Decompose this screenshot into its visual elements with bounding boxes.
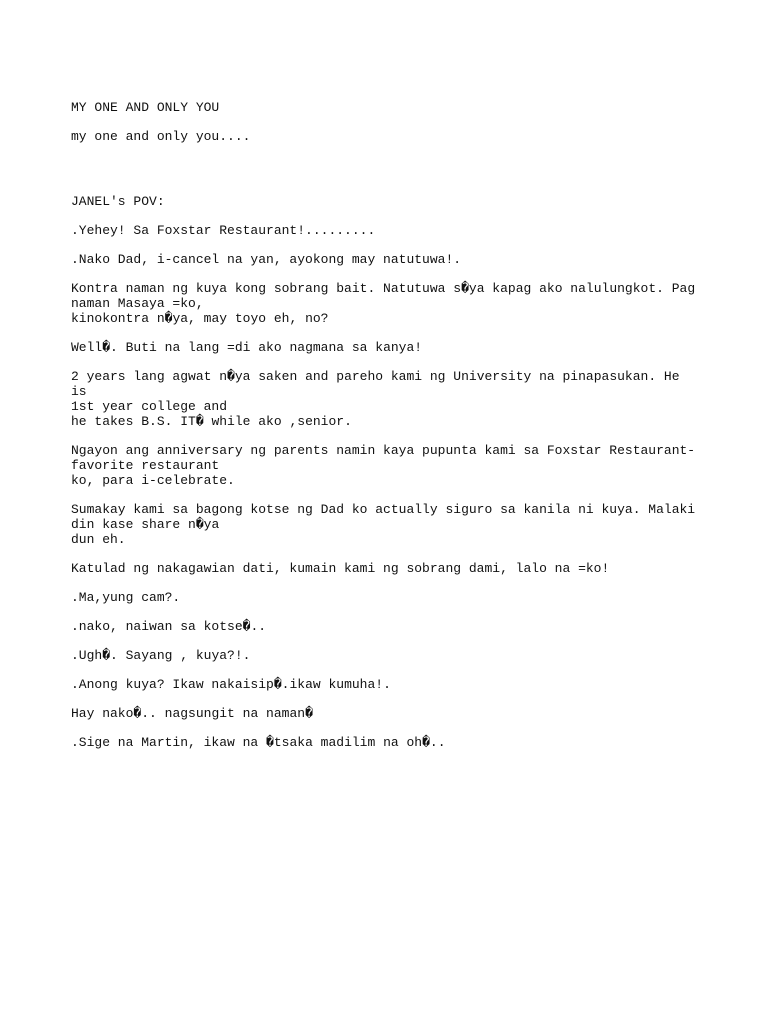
paragraph-line: Katulad ng nakagawian dati, kumain kami ng sobrang dami, lalo na =ko!: [71, 561, 610, 576]
story-body: [71, 223, 701, 750]
paragraph-line: he takes B.S. IT� while ako ,senior.: [71, 414, 352, 429]
story-paragraph: [71, 281, 701, 326]
pov-heading: JANEL's POV:: [71, 194, 165, 209]
paragraph-line: kinokontra n�ya, may toyo eh, no?: [71, 311, 329, 326]
story-paragraph: [71, 648, 701, 663]
paragraph-line: Well�. Buti na lang =di ako nagmana sa kanya!: [71, 340, 423, 355]
paragraph-line: Sumakay kami sa bagong kotse ng Dad ko actually siguro sa kanila ni kuya. Malaki: [71, 502, 696, 517]
story-paragraph: [71, 735, 701, 750]
paragraph-line: Hay nako�.. nagsungit na naman�: [71, 706, 313, 721]
paragraph-line: dun eh.: [71, 532, 126, 547]
story-paragraph: [71, 369, 701, 429]
paragraph-line: .Anong kuya? Ikaw nakaisip�.ikaw kumuha!.: [71, 677, 391, 692]
document-subtitle: my one and only you....: [71, 129, 251, 144]
story-paragraph: [71, 619, 701, 634]
paragraph-line: .Nako Dad, i-cancel na yan, ayokong may natutuwa!.: [71, 252, 462, 267]
paragraph-line: Kontra naman ng kuya kong sobrang bait. Natutuwa s�ya kapag ako nalulungkot. Pag: [71, 281, 696, 296]
paragraph-line: .Sige na Martin, ikaw na �tsaka madilim na oh�..: [71, 735, 446, 750]
paragraph-line: din kase share n�ya: [71, 517, 220, 532]
story-paragraph: [71, 561, 701, 576]
story-paragraph: [71, 677, 701, 692]
story-paragraph: [71, 340, 701, 355]
paragraph-line: .Yehey! Sa Foxstar Restaurant!.........: [71, 223, 376, 238]
story-paragraph: [71, 502, 701, 547]
story-paragraph: [71, 706, 701, 721]
story-paragraph: [71, 443, 701, 488]
document-title: MY ONE AND ONLY YOU: [71, 100, 220, 115]
paragraph-line: favorite restaurant: [71, 458, 220, 473]
document-page: [71, 100, 701, 764]
story-paragraph: [71, 223, 701, 238]
spacer: [71, 158, 701, 194]
paragraph-line: Ngayon ang anniversary ng parents namin kaya pupunta kami sa Foxstar Restaurant-: [71, 443, 696, 458]
paragraph-line: 1st year college and: [71, 399, 228, 414]
paragraph-line: ko, para i-celebrate.: [71, 473, 235, 488]
paragraph-line: .Ma,yung cam?.: [71, 590, 181, 605]
paragraph-line: 2 years lang agwat n�ya saken and pareho kami ng University na pinapasukan. He is: [71, 369, 688, 399]
paragraph-line: .nako, naiwan sa kotse�..: [71, 619, 267, 634]
paragraph-line: naman Masaya =ko,: [71, 296, 204, 311]
paragraph-line: .Ugh�. Sayang , kuya?!.: [71, 648, 251, 663]
story-paragraph: [71, 590, 701, 605]
story-paragraph: [71, 252, 701, 267]
